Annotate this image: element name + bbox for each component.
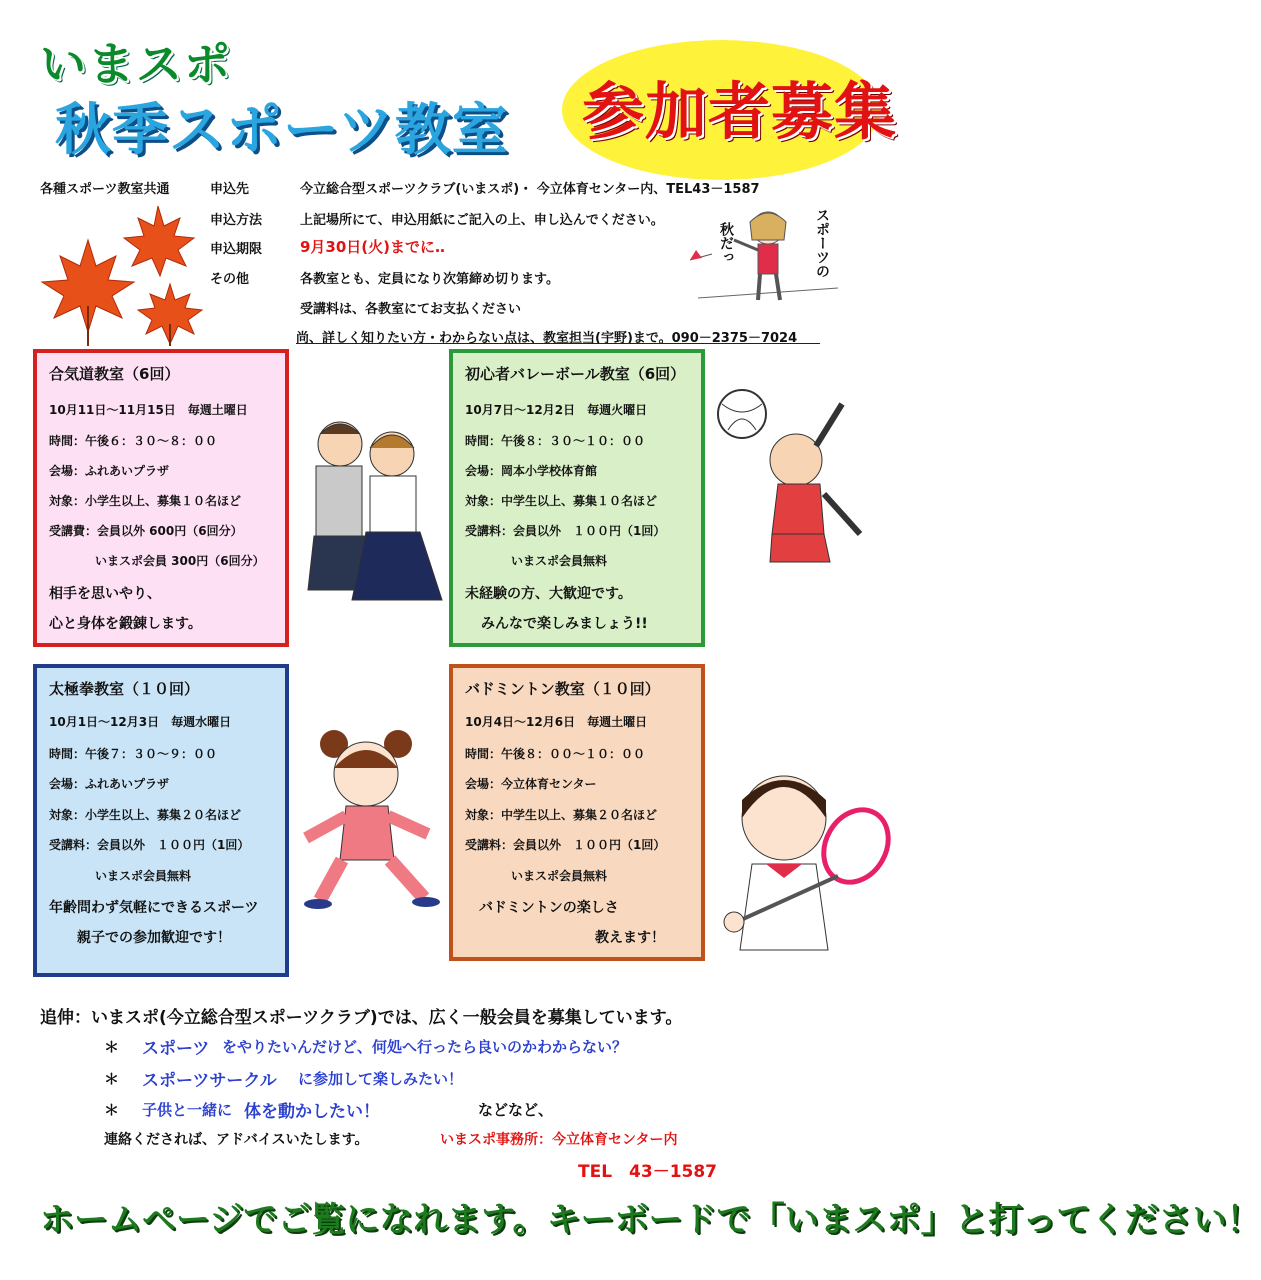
aikido-fee-member: いまスポ会員 300円（6回分） (95, 554, 265, 568)
taichi-fee-nonmember: 受講料：会員以外 １００円（1回） (49, 838, 250, 852)
aikido-message-2: 心と身体を鍛錬します。 (49, 616, 202, 632)
info-apply-to-value: 今立総合型スポーツクラブ(いまスポ)・ 今立体育センター内、TEL43－1587 (300, 182, 760, 197)
bullet-3-highlight: 体を動かしたい！ (244, 1102, 380, 1122)
info-common-label: 各種スポーツ教室共通 (40, 182, 170, 197)
badminton-time: 時間：午後８：００～１０：００ (465, 747, 646, 761)
recruit-heading: 参加者募集 (582, 75, 898, 148)
info-method-value: 上記場所にて、申込用紙にご記入の上、申し込んでください。 (300, 213, 664, 228)
bullet-1-marker: ＊ (104, 1038, 120, 1056)
taichi-class-panel (33, 664, 289, 977)
aki-caption: 秋だっ (718, 222, 734, 264)
bullet-3-etc: などなど、 (478, 1101, 554, 1119)
volleyball-class-panel (449, 349, 705, 647)
maple-leaf-icon (42, 206, 202, 344)
taichi-fee-member: いまスポ会員無料 (95, 869, 192, 883)
badminton-fee-member: いまスポ会員無料 (511, 869, 608, 883)
taichi-title: 太極拳教室（１０回） (49, 680, 200, 698)
volleyball-player-illustration (712, 384, 872, 584)
volleyball-message-1: 未経験の方、大歓迎です。 (465, 586, 632, 602)
office-tel: TEL 43－1587 (578, 1162, 718, 1182)
aikido-title: 合気道教室（6回） (49, 365, 180, 383)
taichi-venue: 会場：ふれあいプラザ (49, 777, 170, 791)
office-line: いまスポ事務所：今立体育センター内 (440, 1132, 678, 1148)
badminton-class-panel (449, 664, 705, 961)
bullet-1-text: をやりたいんだけど、何処へ行ったら良いのかわからない？ (222, 1038, 628, 1056)
bullet-2-highlight: スポーツサークル (142, 1071, 277, 1091)
badminton-title: バドミントン教室（１０回） (465, 680, 660, 698)
bullet-1-highlight: スポーツ (142, 1039, 210, 1059)
maple-leaves-illustration (40, 196, 210, 348)
aikido-target: 対象：小学生以上、募集１０名ほど (49, 494, 242, 508)
volleyball-target: 対象：中学生以上、募集１０名ほど (465, 494, 658, 508)
taichi-target: 対象：小学生以上、募集２０名ほど (49, 808, 242, 822)
aikido-fee-nonmember: 受講費：会員以外 600円（6回分） (49, 524, 243, 538)
info-other-label: その他 (210, 272, 250, 287)
badminton-target: 対象：中学生以上、募集２０名ほど (465, 808, 658, 822)
info-contact-note: 尚、詳しく知りたい方・わからない点は、教室担当(宇野)まで。090－2375－7024 (296, 331, 798, 346)
volleyball-dates: 10月7日～12月2日 毎週火曜日 (465, 403, 648, 417)
bullet-3-text: 子供と一緒に (142, 1101, 233, 1119)
badminton-venue: 会場：今立体育センター (465, 777, 597, 791)
badminton-girl-illustration (712, 760, 892, 950)
advice-line: 連絡くだされば、アドバイスいたします。 (104, 1132, 369, 1148)
sports-caption: スポーツの (814, 208, 830, 278)
aikido-dates: 10月11日～11月15日 毎週土曜日 (49, 403, 248, 417)
badminton-fee-nonmember: 受講料：会員以外 １００円（1回） (465, 838, 666, 852)
volleyball-venue: 会場：岡本小学校体育館 (465, 464, 598, 478)
homepage-cta: ホームページでご覧になれます。キーボードで「いまスポ」と打ってください！ (40, 1200, 1261, 1240)
taichi-message-2: 親子での参加歓迎です！ (77, 930, 231, 946)
taichi-time: 時間：午後７：３０～９：００ (49, 747, 218, 761)
badminton-dates: 10月4日～12月6日 毎週土曜日 (465, 715, 648, 729)
volleyball-time: 時間：午後８：３０～１０：００ (465, 434, 646, 448)
page-title: 秋季スポーツ教室 (55, 98, 509, 163)
badminton-message-1: バドミントンの楽しさ (479, 900, 619, 916)
aikido-illustration (296, 404, 446, 604)
aikido-time: 時間：午後６：３０～８：００ (49, 434, 218, 448)
volleyball-fee-nonmember: 受講料：会員以外 １００円（1回） (465, 524, 666, 538)
aikido-message-1: 相手を思いやり、 (49, 586, 161, 602)
taichi-message-1: 年齢問わず気軽にできるスポーツ (49, 900, 259, 916)
info-deadline-label: 申込期限 (210, 242, 263, 257)
brand-name: いまスポ (40, 37, 232, 91)
bullet-2-marker: ＊ (104, 1070, 120, 1088)
volleyball-fee-member: いまスポ会員無料 (511, 554, 608, 568)
info-other-value: 各教室とも、定員になり次第締め切ります。 (300, 272, 559, 287)
volleyball-message-2: みんなで楽しみましょう!! (481, 616, 648, 632)
bullet-3-marker: ＊ (104, 1101, 120, 1119)
info-deadline-value: 9月30日(火)までに‥ (300, 238, 446, 256)
postscript-line: 追伸：いまスポ(今立総合型スポーツクラブ)では、広く一般会員を募集しています。 (40, 1008, 683, 1028)
taichi-dates: 10月1日～12月3日 毎週水曜日 (49, 715, 232, 729)
aikido-venue: 会場：ふれあいプラザ (49, 464, 170, 478)
info-apply-to-label: 申込先 (210, 182, 250, 197)
aikido-class-panel (33, 349, 289, 647)
badminton-message-2: 教えます！ (595, 930, 665, 946)
bullet-2-text: に参加して楽しみたい！ (298, 1070, 464, 1088)
info-method-label: 申込方法 (210, 213, 263, 228)
info-divider (296, 343, 820, 344)
volleyball-title: 初心者バレーボール教室（6回） (465, 365, 686, 383)
info-fee-note: 受講料は、各教室にてお支払ください (300, 302, 522, 317)
taichi-girl-illustration (300, 722, 450, 912)
